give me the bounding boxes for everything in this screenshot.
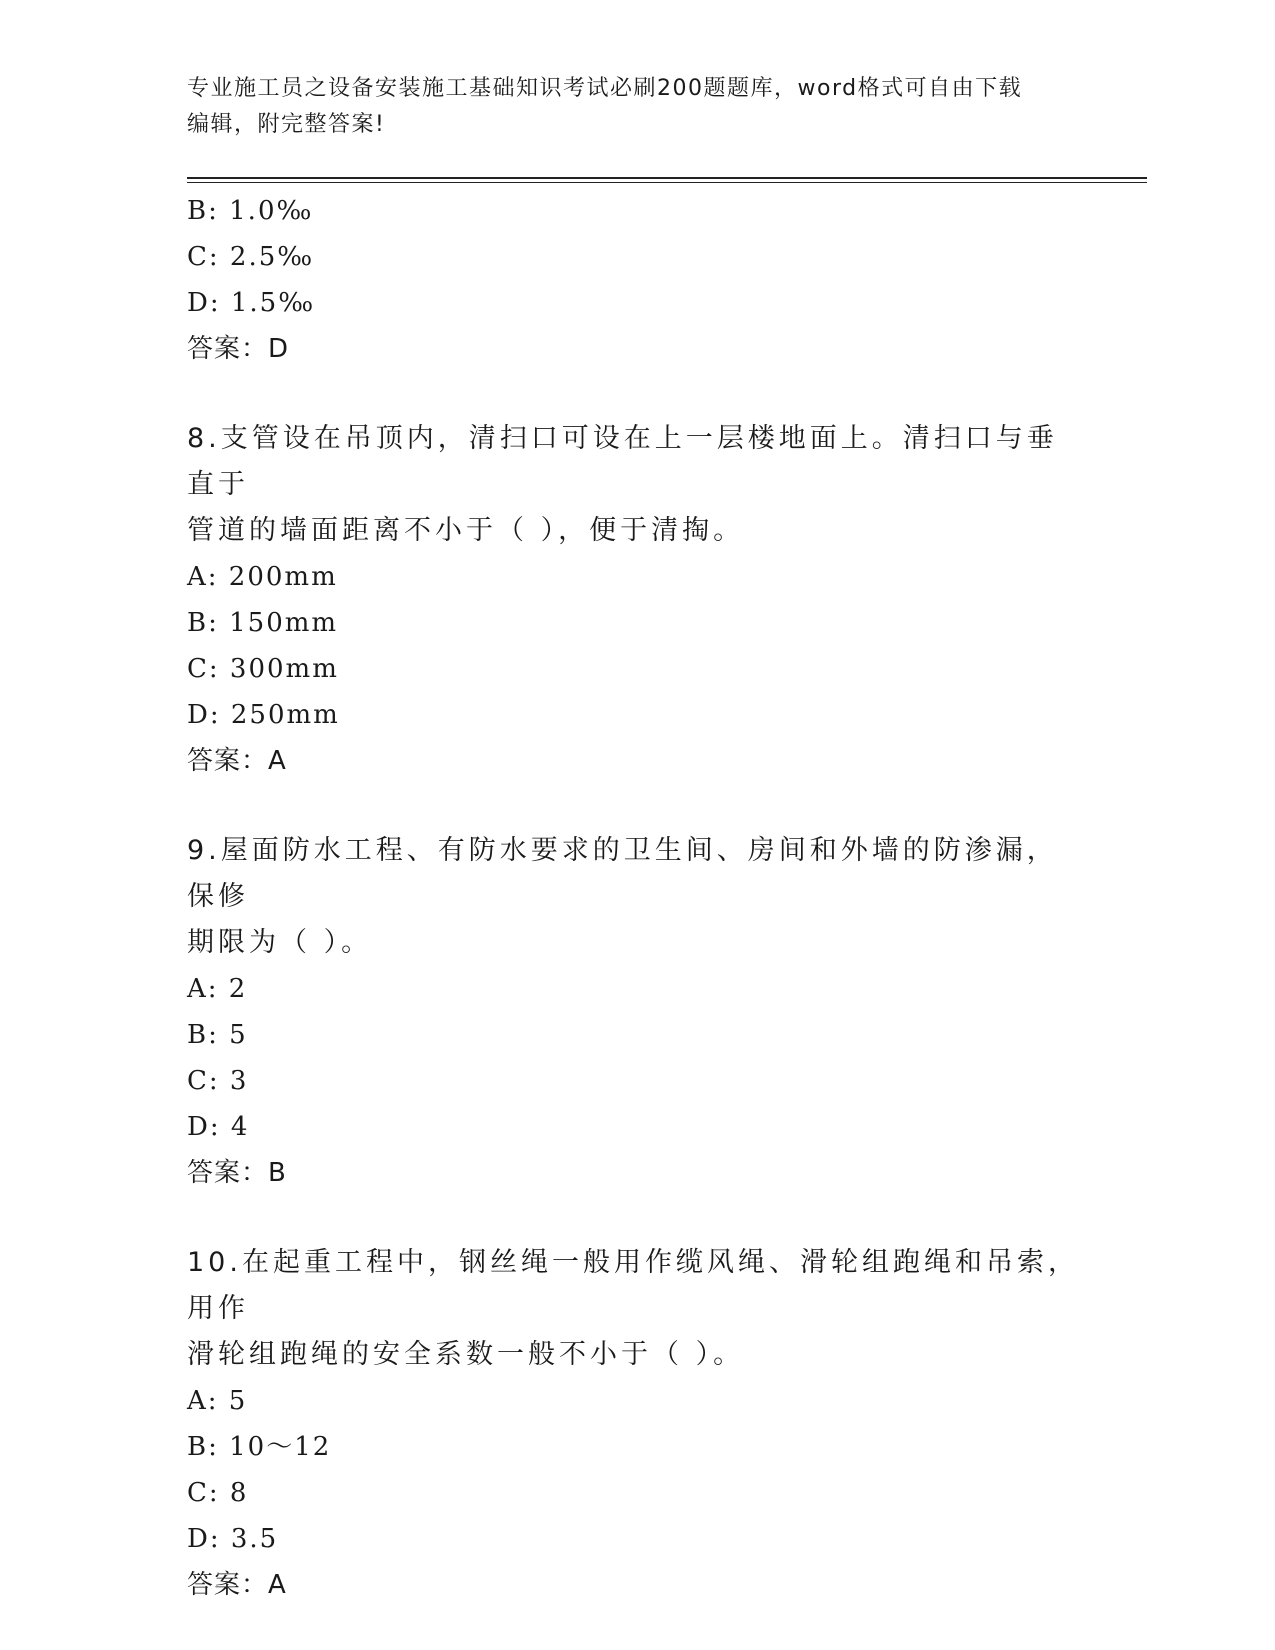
answer: 答案：A (187, 1570, 287, 1600)
option-d: D: 3.5 (187, 1524, 279, 1554)
header-title-line-1: 专业施工员之设备安装施工基础知识考试必刷200题题库，word格式可自由下载 (187, 76, 1023, 101)
option-d: D: 250mm (187, 700, 340, 730)
option-c: C: 8 (187, 1478, 249, 1508)
question-8 (187, 416, 1087, 784)
option-a: A: 200mm (187, 562, 338, 592)
question-text-line-2: 管道的墙面距离不小于（ ），便于清掏。 (187, 515, 745, 546)
option-c: C: 300mm (187, 654, 339, 684)
option-a: A: 2 (187, 974, 248, 1004)
option-b: B: 10～12 (187, 1432, 332, 1462)
option-b: B: 150mm (187, 608, 339, 638)
option-b: B: 1.0‰ (187, 196, 314, 226)
question-10 (187, 1240, 1087, 1608)
question-9 (187, 828, 1087, 1196)
question-text-line-2: 滑轮组跑绳的安全系数一般不小于（ ）。 (187, 1339, 745, 1370)
question-text-line-1: 10.在起重工程中，钢丝绳一般用作缆风绳、滑轮组跑绳和吊索，用作 (187, 1247, 1079, 1324)
option-b: B: 5 (187, 1020, 248, 1050)
option-d: D: 1.5‰ (187, 288, 316, 318)
question-text-line-1: 8.支管设在吊顶内，清扫口可设在上一层楼地面上。清扫口与垂直于 (187, 423, 1058, 500)
question-list (187, 188, 1087, 1608)
option-c: C: 3 (187, 1066, 249, 1096)
header-divider-thin (187, 182, 1147, 183)
option-a: A: 5 (187, 1386, 248, 1416)
question-text-line-2: 期限为（ ）。 (187, 927, 373, 958)
answer: 答案：A (187, 746, 287, 776)
header-divider-thick (187, 177, 1147, 179)
question-text-line-1: 9.屋面防水工程、有防水要求的卫生间、房间和外墙的防渗漏，保修 (187, 835, 1058, 912)
option-d: D: 4 (187, 1112, 250, 1142)
document-header (187, 71, 1087, 143)
answer: 答案：B (187, 1158, 287, 1188)
answer: 答案：D (187, 334, 290, 364)
header-title-line-2: 编辑，附完整答案! (187, 112, 386, 137)
question-7-partial (187, 188, 1087, 372)
option-c: C: 2.5‰ (187, 242, 315, 272)
